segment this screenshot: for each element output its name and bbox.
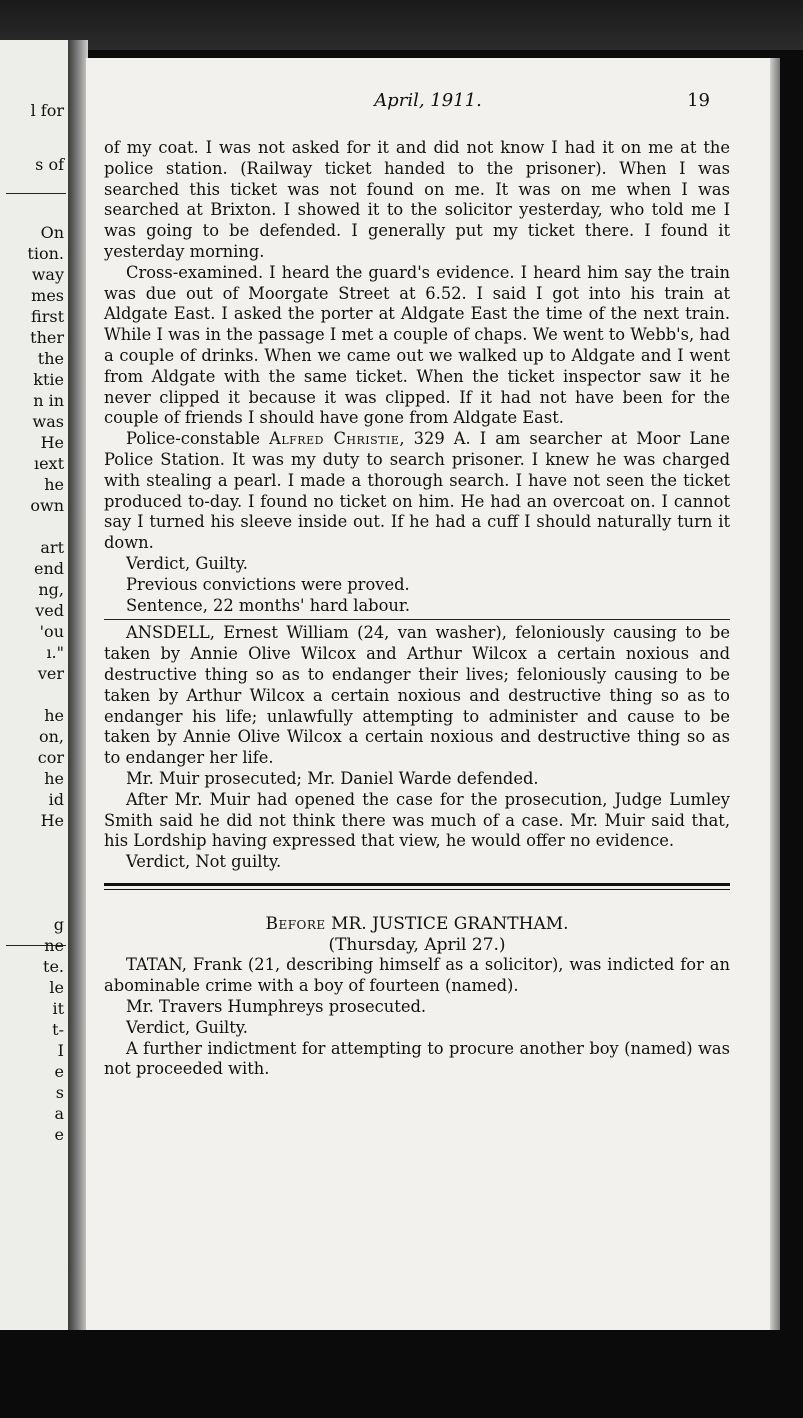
facing-page-fragment: He [40,811,64,830]
session-date: (Thursday, April 27.) [328,934,506,955]
running-head: April, 1911. [374,90,482,111]
paragraph: A further indictment for attempting to procure another boy (named) was not proceeded with. [104,1038,730,1079]
facing-page-fragment: he [44,769,64,788]
facing-page-strip [0,40,68,1330]
paragraph: Mr. Travers Humphreys prosecuted. [126,997,427,1017]
paragraph: Mr. Muir prosecuted; Mr. Daniel Warde defended. [126,768,539,788]
facing-page-fragment: end [33,559,64,578]
page-edge [770,58,780,1330]
facing-page-fragment: tion. [27,244,64,263]
book-gutter [68,40,88,1330]
text-run: , 329 A. I am searcher at Moor Lane Police Station. It was my duty to search prisoner. I knew he was charged with stealing a pearl. I made a thorough search. I have not seen the ticket produced to-day. I found no ticket on him. He had an overcoat on. I cannot say I turned his sleeve inside out. If he had a cuff I should naturally turn it down. [104,429,730,553]
facing-page-fragment: art [40,538,64,557]
facing-page-fragment: was [32,412,64,431]
facing-page-fragment: ne [44,936,64,955]
facing-page-fragment: He [40,433,64,452]
facing-page-fragment: ı." [46,643,64,662]
scan-top-border [0,0,803,50]
scan-bottom-border [0,1330,803,1418]
facing-page-fragment: he [44,706,64,725]
paragraph: After Mr. Muir had opened the case for the prosecution, Judge Lumley Smith said he did not think there was much of a case. Mr. Muir said that, his Lordship having expressed that view, he would offer no evidence. [104,789,730,851]
facing-page-fragment: he [44,475,64,494]
facing-page-fragment: ng, [38,580,64,599]
witness-name: Alfred Christie [269,429,400,449]
paragraph: of my coat. I was not asked for it and did not know I had it on me at the police station. (Railway ticket handed to the prisoner). When I was searched this ticket was not found on me. It was on me when I was searched at Brixton. I showed it to the solicitor yesterday, who told me I was going to be defended. I generally put my ticket there. I found it yesterday morning. [104,138,730,261]
court-heading-judge: MR. JUSTICE GRANTHAM. [325,913,569,934]
facing-page-fragment: te. [43,957,64,976]
facing-page-fragment: l for [30,101,64,120]
page-body [104,138,730,1080]
document-page [86,58,770,1330]
verdict: Verdict, Guilty. [126,1017,248,1037]
page-number: 19 [687,90,710,111]
facing-page-fragment: le [49,978,64,997]
facing-page-fragment: s [55,1083,64,1102]
facing-page-fragment: way [31,265,64,284]
facing-page-fragment: mes [31,286,64,305]
page-header [86,90,770,116]
facing-page-fragment: it [52,999,64,1018]
facing-page-rule [6,193,66,194]
facing-page-fragment: n in [33,391,64,410]
case-heading: ANSDELL, Ernest William (24, van washer), feloniously causing to be taken by Annie Olive Wilcox and Arthur Wilcox a certain noxious and destructive thing so as to endanger their lives; feloniously causing to be taken by Arthur Wilcox a certain noxious and destructive thing so as to endanger his life; unlawfully attempting to administer and cause to be taken by Annie Olive Wilcox a certain noxious and destructive thing so as to endanger her life. [104,623,730,768]
facing-page-fragment: ver [37,664,64,683]
facing-page-fragment: the [37,349,64,368]
facing-page-fragment: On [40,223,64,242]
case-divider [104,619,730,620]
court-heading-lead: Before [265,913,326,934]
facing-page-fragment: g [53,915,64,934]
facing-page-fragment: cor [37,748,64,767]
facing-page-fragment: 'ou [39,622,64,641]
facing-page-fragment: ıext [33,454,64,473]
facing-page-fragment: s of [35,155,64,174]
verdict: Verdict, Guilty. [126,553,248,573]
facing-page-fragment: ther [30,328,64,347]
paragraph: Previous convictions were proved. [126,574,410,594]
text-run: Police-constable [126,429,270,449]
facing-page-fragment: ved [35,601,64,620]
facing-page-fragment: e [54,1125,64,1144]
facing-page-fragment: t- [52,1020,64,1039]
facing-page-fragment: I [57,1041,64,1060]
facing-page-fragment: on, [38,727,64,746]
facing-page-fragment: a [54,1104,64,1123]
verdict: Verdict, Not guilty. [126,852,282,872]
sentence: Sentence, 22 months' hard labour. [126,595,411,615]
facing-page-fragment: first [31,307,64,326]
paragraph [104,429,730,554]
facing-page-fragment: e [54,1062,64,1081]
paragraph: Cross-examined. I heard the guard's evidence. I heard him say the train was due out of Moorgate Street at 6.52. I said I got into his train at Aldgate East. I asked the porter at Aldgate East the time of the next train. While I was in the passage I met a couple of chaps. We went to Webb's, had a couple of drinks. When we came out we walked up to Aldgate and I went from Aldgate with the same ticket. When the ticket inspector saw it he never clipped it because it was clipped. If it had not have been for the couple of friends I should have gone from Aldgate East. [104,262,730,428]
section-divider [104,883,730,890]
facing-page-fragment: id [48,790,64,809]
court-heading [104,914,730,935]
facing-page-fragment: own [30,496,64,515]
facing-page-fragment: ktie [33,370,64,389]
case-heading: TATAN, Frank (21, describing himself as a solicitor), was indicted for an abominable crime with a boy of fourteen (named). [104,955,730,996]
